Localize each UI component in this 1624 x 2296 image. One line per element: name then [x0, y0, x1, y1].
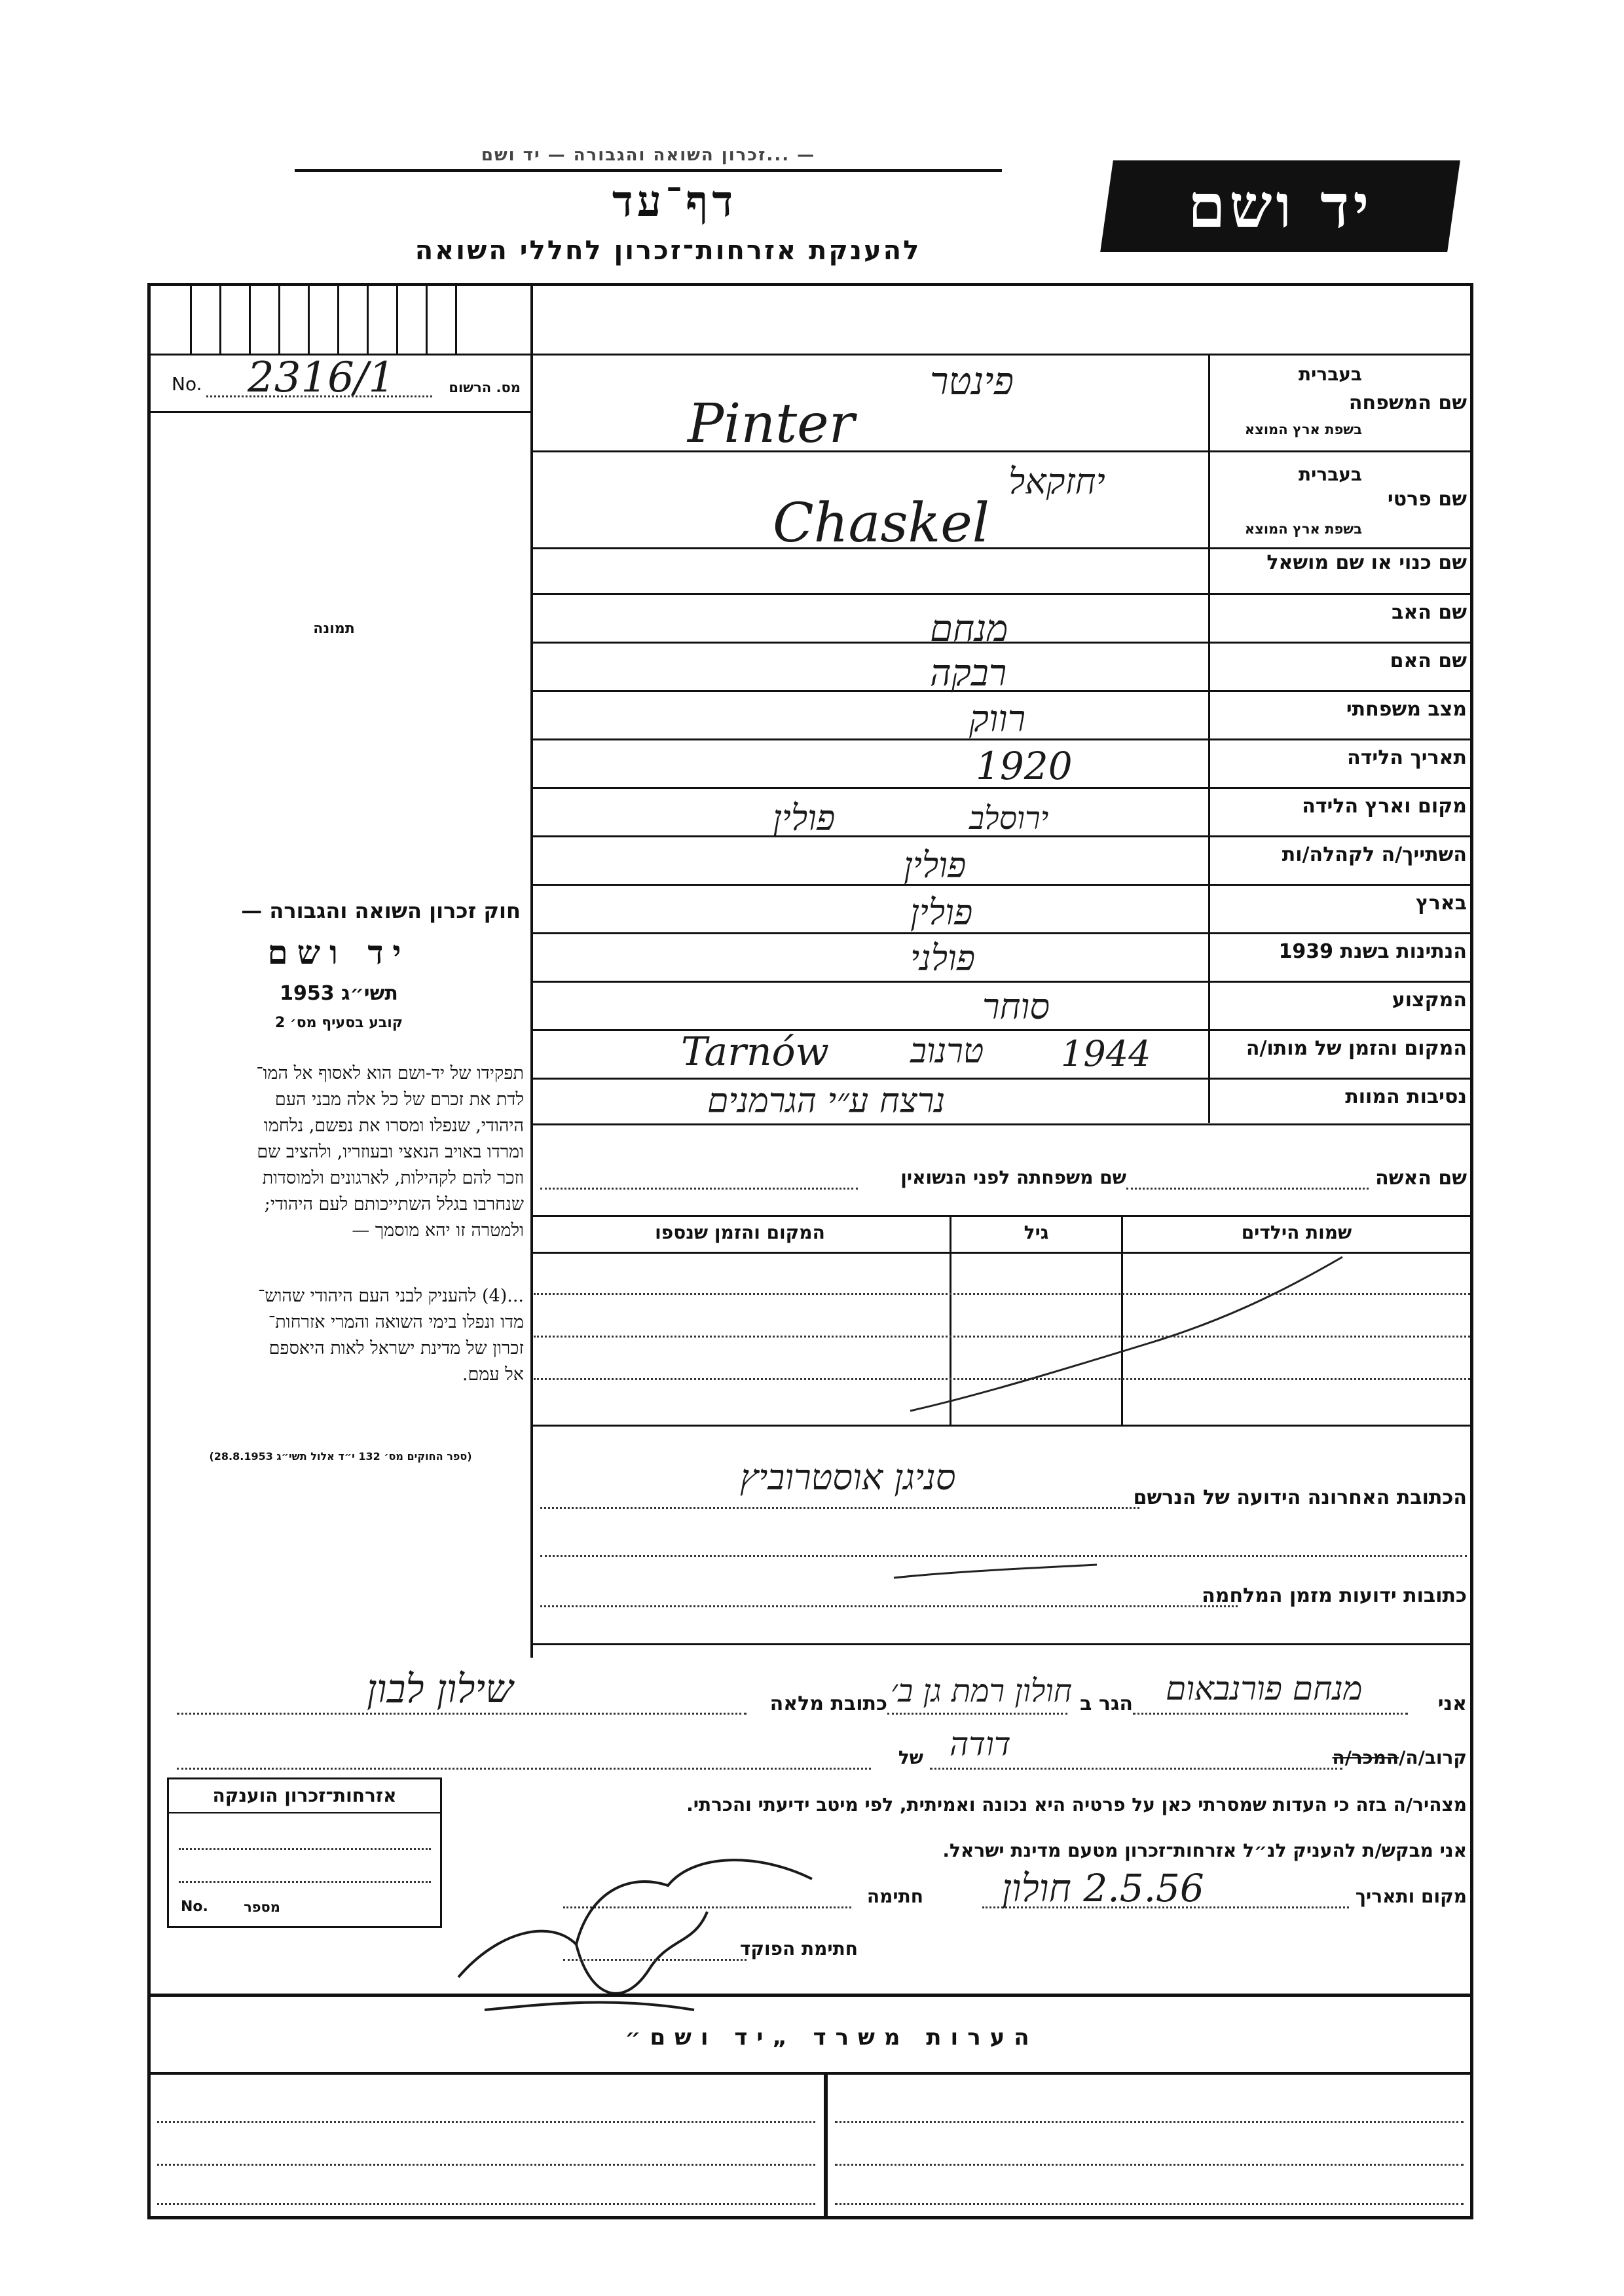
last-address-label: הכתובת האחרונה הידועה של הנרשם	[1133, 1486, 1467, 1509]
country-label: בארץ	[1415, 892, 1467, 915]
photo-label: תמונה	[313, 621, 355, 637]
marital-value: רווק	[969, 698, 1026, 740]
place-date-label: מקום ותאריך	[1355, 1886, 1467, 1907]
nickname-label: שם כנוי או שם מושאל	[1266, 551, 1467, 574]
birth-city-value: ירוסלב	[969, 800, 1049, 837]
witness-city-value: חולון רמת גן ב׳	[891, 1673, 1073, 1709]
law-p1-line: וזכר להם לקהילות, לארגונים ולמוסדות	[262, 1168, 524, 1188]
reg-cell-9	[426, 283, 428, 354]
mother-value: רבקה	[930, 652, 1007, 695]
witness-city-dots	[887, 1713, 1067, 1715]
mother-label: שם האם	[1390, 649, 1467, 672]
law-p1-line: היהודי, שנפלו ומסרו את נפשם, נלחמו	[263, 1116, 524, 1136]
left-column-divider	[530, 283, 533, 1658]
reg-cell-10	[455, 283, 457, 354]
page-subtitle	[314, 236, 1022, 266]
death-place-hebrew-value: טרנוב	[910, 1032, 984, 1071]
last-address-dots	[540, 1507, 1139, 1509]
office-notes-line-left-3	[157, 2203, 815, 2205]
citizenship-box-rule	[169, 1812, 440, 1813]
reg-cell-3	[249, 283, 251, 354]
birth-date-label: תאריך הלידה	[1347, 746, 1467, 769]
war-address-dots	[540, 1605, 1238, 1607]
office-notes-header-rule	[147, 2072, 1473, 2075]
row-sep-country	[530, 932, 1473, 934]
witness-ani-label: אני	[1437, 1692, 1467, 1715]
citizenship-box-no-label: No.	[181, 1899, 208, 1915]
law-p2-line: ...(4) להעניק לבני העם היהודי שהוש־	[258, 1286, 524, 1306]
community-value: פולין	[904, 845, 967, 886]
relative-label: קרוב/ה/המכר/ה	[1332, 1747, 1467, 1768]
war-address-stroke	[891, 1552, 1100, 1584]
top-strip	[295, 145, 1002, 165]
reg-cell-4	[278, 283, 280, 354]
first-name-label: שם פרטי	[1387, 488, 1467, 511]
law-p2-line: אל עמם.	[462, 1364, 524, 1385]
relation-value: דודה	[950, 1725, 1011, 1763]
profession-label: המקצוע	[1392, 989, 1467, 1011]
reg-cell-5	[308, 283, 310, 354]
office-notes-top-rule	[147, 1994, 1473, 1997]
witness-name-dots	[1133, 1713, 1408, 1715]
family-name-hebrew-value: פינטר	[930, 359, 1014, 403]
law-year: תשי״ג 1953	[280, 982, 398, 1005]
law-p1-line: ומרדו באויב הנאצי ובעוזריו, ולהציב שם	[257, 1142, 524, 1162]
circumstances-label: נסיבות המוות	[1345, 1085, 1467, 1108]
citizenship-granted-box	[167, 1777, 442, 1928]
row-sep-community	[530, 884, 1473, 886]
citizenship-box-line-1	[179, 1848, 431, 1850]
citizenship-box-line-2	[179, 1881, 431, 1883]
law-clause: קובע בסעיף מס׳ 2	[274, 1015, 403, 1031]
death-label: המקום והזמן של מותו/ה	[1246, 1037, 1467, 1060]
father-value: מנחם	[930, 608, 1008, 650]
war-address-label: כתובות ידועות מזמן המלחמה	[1202, 1584, 1467, 1607]
law-p1-line: לדת את זכרם של כל אלה מבני העם	[274, 1089, 524, 1110]
law-paragraph-1	[157, 1061, 524, 1244]
office-notes-line-left-2	[157, 2164, 815, 2166]
law-p2-line: מדו ונפלו בימי השואה והמרי אזרחות־	[268, 1312, 524, 1332]
row-sep-first	[530, 547, 1473, 549]
law-heading: חוק זכרון השואה והגבורה —	[241, 898, 521, 923]
page-title-text: דף־עד	[612, 175, 737, 227]
reg-cell-6	[337, 283, 339, 354]
request-text: אני מבקש/ת להעניק לנ״ל אזרחות־זכרון מטעם מדינת ישראל.	[942, 1840, 1467, 1861]
relative-of-dots	[177, 1768, 871, 1770]
children-cross-out-stroke	[904, 1244, 1349, 1427]
maiden-dots	[540, 1188, 858, 1190]
signature-label: חתימה	[866, 1886, 923, 1907]
officer-signature-label: חתימת הפוקד	[739, 1938, 858, 1959]
relative-struck-text: המכר/ה	[1332, 1747, 1399, 1768]
last-address-value: סניגן אוסטרוביץ	[740, 1457, 956, 1498]
reg-cell-1	[190, 283, 192, 354]
law-p2-line: זכרון של מדינת ישראל לאות היאספם	[268, 1338, 524, 1358]
law-name: יד ושם	[267, 933, 411, 972]
witness-name-value: מנחם פורנבאום	[1166, 1669, 1363, 1707]
law-p1-line: שנחרבו בגלל השתייכותם לעם היהודי;	[264, 1194, 524, 1214]
wife-dots	[1126, 1188, 1369, 1190]
wife-row-bottom	[530, 1215, 1473, 1217]
first-name-latin-value: Chaskel	[773, 492, 989, 555]
law-source: (ספר החוקים מס׳ 132 י״ד אלול תשי״ג 28.8.1953)	[209, 1450, 472, 1463]
logo-text: יד ושם	[1187, 171, 1373, 242]
registration-he-label: מס. הרשום	[449, 380, 521, 395]
birth-place-value: פולין	[773, 797, 836, 839]
relative-of-label: של	[898, 1747, 923, 1768]
page-title	[471, 175, 877, 227]
place-date-value: 2.5.56 חולון	[1002, 1866, 1204, 1910]
children-age-header: גיל	[1024, 1222, 1049, 1243]
country-value: פולין	[910, 892, 973, 933]
witness-full-address-label: כתובת מלאה	[769, 1692, 887, 1715]
registration-row-bottom	[147, 411, 530, 413]
family-name-origin-label: בשפת ארץ המוצא	[1244, 422, 1362, 437]
reg-cell-7	[367, 283, 369, 354]
row-sep-death	[530, 1078, 1473, 1080]
maiden-name-label: שם משפחתה לפני הנשואין	[900, 1167, 1126, 1188]
witness-address-value: שילון לבון	[367, 1666, 513, 1712]
registration-no-label: No.	[172, 373, 202, 395]
row-sep-family	[530, 450, 1473, 452]
birth-date-value: 1920	[976, 744, 1073, 788]
citizenship-box-title: אזרחות־זכרון הוענקה	[212, 1785, 397, 1806]
death-place-latin-value: Tarnów	[681, 1029, 829, 1075]
witness-lives-label: הגר ב	[1080, 1692, 1133, 1715]
first-name-origin-label: בשפת ארץ המוצא	[1244, 521, 1362, 537]
profession-value: סוחר	[982, 986, 1050, 1027]
declaration-text: מצהיר/ה בזה כי העדות שמסרתי כאן על פרטיה היא נכונה ואמיתית, לפי מיטב ידיעתי והכרתי.	[686, 1794, 1467, 1815]
father-label: שם האב	[1392, 601, 1467, 624]
row-sep-nickname	[530, 593, 1473, 595]
children-death-header: המקום והזמן שנספו	[655, 1222, 825, 1243]
law-p1-line: ולמטרה זו יהא מוסמך —	[352, 1220, 524, 1241]
office-notes-line-left-1	[157, 2121, 815, 2123]
children-names-header: שמות הילדים	[1241, 1222, 1352, 1243]
death-year-value: 1944	[1061, 1033, 1151, 1074]
family-name-label: שם המשפחה	[1348, 392, 1467, 414]
wife-label: שם האשה	[1375, 1167, 1467, 1190]
page-subtitle-text: להענקת אזרחות־זכרון לחללי השואה	[415, 236, 921, 266]
witness-signature-mark	[419, 1813, 838, 2036]
law-paragraph-2	[157, 1283, 524, 1388]
citizenship-box-number-label: מספר	[244, 1899, 280, 1915]
reg-cell-2	[219, 283, 221, 354]
first-name-hebrew-label: בעברית	[1298, 464, 1362, 485]
registration-number: 2316/1	[248, 354, 396, 402]
address-bottom-rule	[530, 1643, 1473, 1645]
witness-address-dots	[177, 1713, 747, 1715]
community-label: השתייך/ה לקהלה/ות	[1282, 843, 1467, 866]
officer-signature-dots	[563, 1959, 747, 1961]
relative-text: קרוב/ה	[1405, 1747, 1467, 1768]
yad-vashem-logo	[1100, 160, 1460, 252]
top-strip-rule	[295, 169, 1002, 172]
row-sep-circumstances	[530, 1123, 1473, 1125]
circumstances-value: נרצח ע״י הגרמנים	[707, 1082, 946, 1121]
office-notes-line-right-1	[835, 2121, 1464, 2123]
family-name-latin-value: Pinter	[688, 393, 855, 455]
office-notes-line-right-2	[835, 2164, 1464, 2166]
first-name-hebrew-value: יחזקאל	[1008, 461, 1105, 502]
row-sep-citizenship	[530, 981, 1473, 983]
office-notes-divider	[824, 2072, 828, 2219]
law-p1-line: תפקידו של יד-ושם הוא לאסוף אל המו־	[256, 1063, 524, 1084]
children-table-bottom	[530, 1425, 1473, 1427]
citizenship-label: הנתינות בשנת 1939	[1278, 940, 1467, 963]
top-strip-text: — ...זכרון השואה והגבורה — יד ושם	[481, 145, 816, 165]
office-notes-title: הערות משרד „יד ושם״	[625, 2024, 1039, 2050]
family-name-hebrew-label: בעברית	[1298, 363, 1362, 385]
office-notes-line-right-3	[835, 2203, 1464, 2205]
marital-label: מצב משפחתי	[1346, 698, 1467, 721]
relative-dots	[930, 1768, 1342, 1770]
row-sep-profession	[530, 1029, 1473, 1031]
citizenship-value: פולני	[910, 938, 976, 979]
reg-cell-8	[396, 283, 398, 354]
birth-place-label: מקום וארץ הלידה	[1302, 795, 1467, 818]
